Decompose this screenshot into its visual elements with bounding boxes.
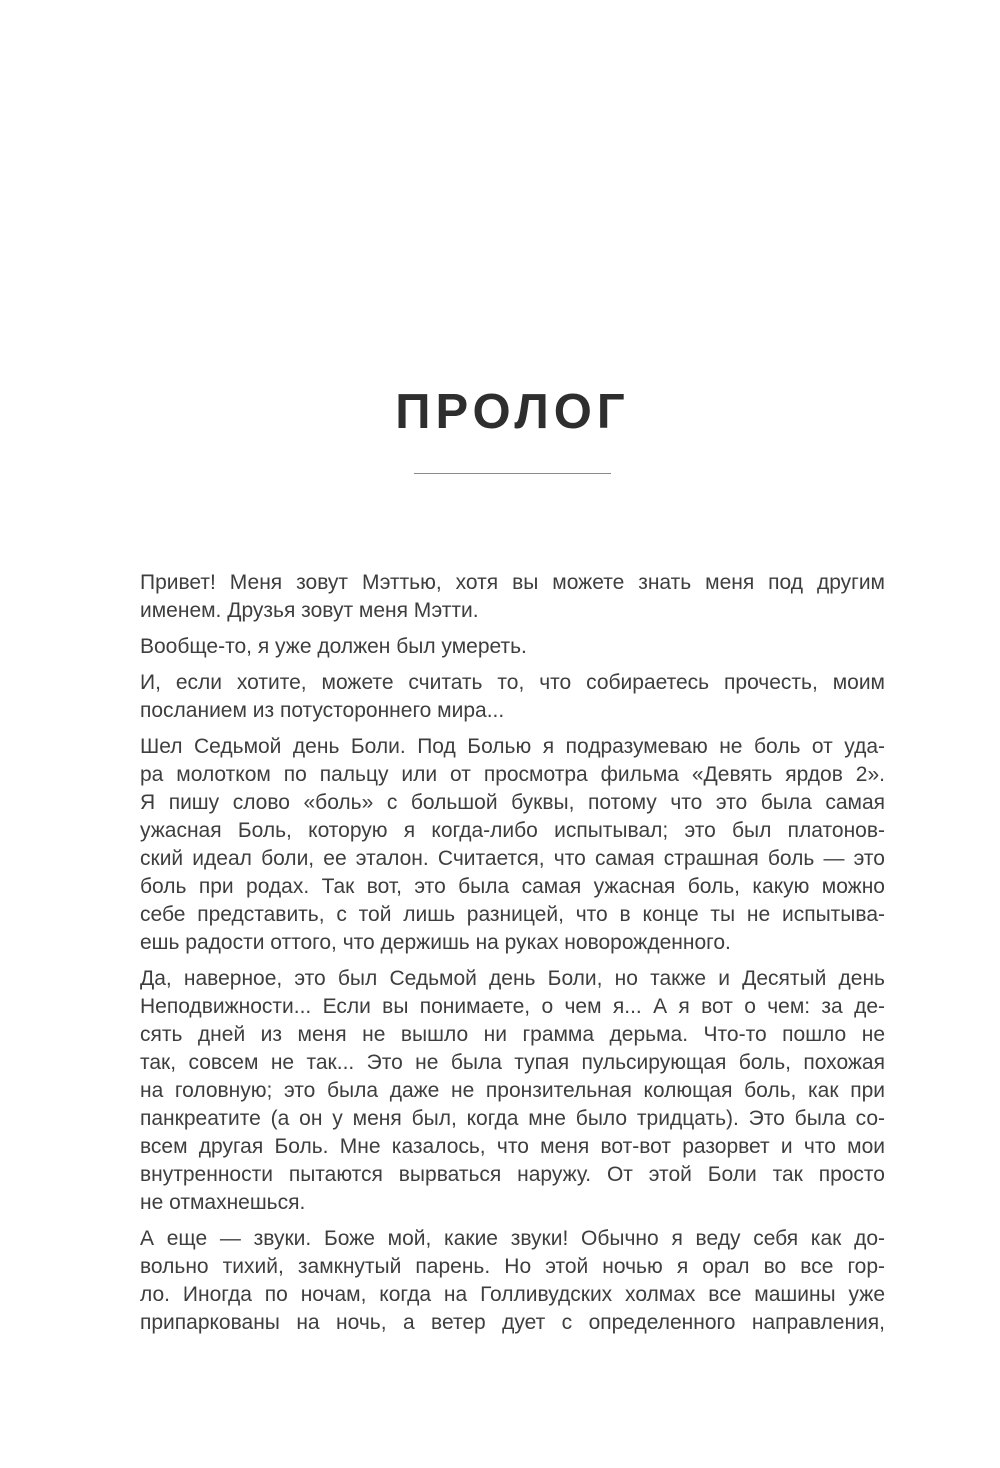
text-line: ло. Иногда по ночам, когда на Голливудских холмах все машины уже [140, 1283, 885, 1306]
text-line: Я пишу слово «боль» с большой буквы, потому что это была самая [140, 791, 885, 814]
text-line: вольно тихий, замкнутый парень. Но этой ночью я орал во все гор- [140, 1255, 885, 1278]
text-line: Привет! Меня зовут Мэттью, хотя вы можете знать меня под другим [140, 571, 885, 594]
text-line: внутренности пытаются вырваться наружу. От этой Боли так просто [140, 1163, 885, 1186]
text-line: посланием из потустороннего мира... [140, 699, 505, 722]
paragraph [140, 733, 885, 957]
paragraph [140, 1225, 885, 1337]
text-line: припаркованы на ночь, а ветер дует с определенного направления, [140, 1311, 885, 1334]
text-line: Вообще-то, я уже должен был умереть. [140, 635, 527, 658]
text-line: сять дней из меня не вышло ни грамма дерьма. Что-то пошло не [140, 1023, 885, 1046]
text-line: Да, наверное, это был Седьмой день Боли, но также и Десятый день [140, 967, 885, 990]
text-line: всем другая Боль. Мне казалось, что меня вот-вот разорвет и что мои [140, 1135, 885, 1158]
text-line: ешь радости оттого, что держишь на руках новорожденного. [140, 931, 731, 954]
text-line: ра молотком по пальцу или от просмотра фильма «Девять ярдов 2». [140, 763, 885, 786]
text-line: так, совсем не так... Это не была тупая пульсирующая боль, похожая [140, 1051, 885, 1074]
text-line: Шел Седьмой день Боли. Под Болью я подразумеваю не боль от уда- [140, 735, 885, 758]
text-line: ский идеал боли, ее эталон. Считается, что самая страшная боль — это [140, 847, 885, 870]
paragraph [140, 965, 885, 1217]
text-line: И, если хотите, можете считать то, что собираетесь прочесть, моим [140, 671, 885, 694]
body-text [140, 569, 885, 1337]
paragraph [140, 633, 885, 661]
paragraph [140, 569, 885, 625]
text-line: именем. Друзья зовут меня Мэтти. [140, 599, 479, 622]
text-line: ужасная Боль, которую я когда-либо испытывал; это был платонов- [140, 819, 885, 842]
section-divider [414, 473, 611, 474]
text-line: на головную; это была даже не пронзительная колющая боль, как при [140, 1079, 885, 1102]
text-line: панкреатите (а он у меня был, когда мне было тридцать). Это была со- [140, 1107, 885, 1130]
text-line: Неподвижности... Если вы понимаете, о чем я... А я вот о чем: за де- [140, 995, 885, 1018]
page-title: ПРОЛОГ [395, 385, 630, 439]
text-line: себе представить, с той лишь разницей, что в конце ты не испытыва- [140, 903, 885, 926]
paragraph [140, 669, 885, 725]
text-line: А еще — звуки. Боже мой, какие звуки! Обычно я веду себя как до- [140, 1227, 885, 1250]
text-line: не отмахнешься. [140, 1191, 306, 1214]
text-line: боль при родах. Так вот, это была самая ужасная боль, какую можно [140, 875, 885, 898]
